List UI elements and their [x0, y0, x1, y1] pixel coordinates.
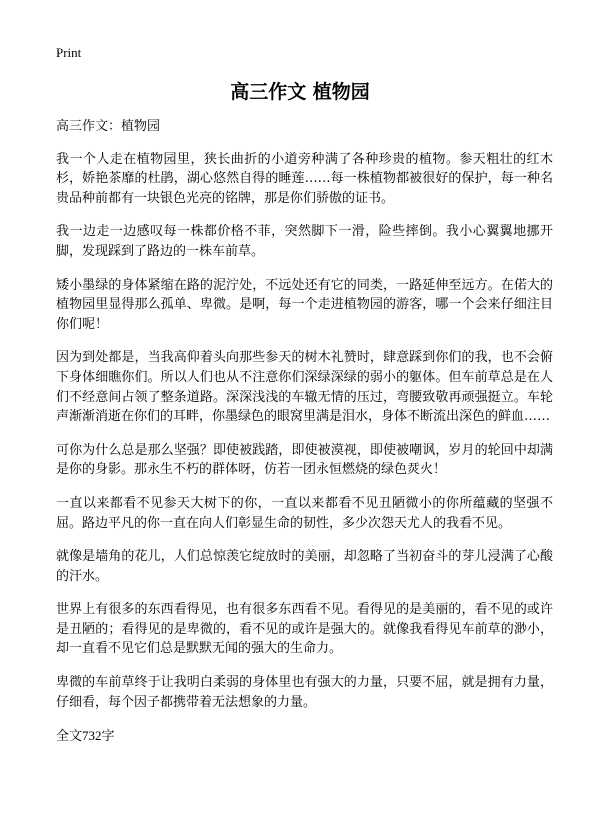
paragraph: 因为到处都是，当我高仰着头向那些参天的树木礼赞时，肆意踩到你们的我，也不会俯下身体细瞧你们。所以人们也从不注意你们深绿深绿的弱小的躯体。但车前草总是在人们不经意间占领了整条道路。深深浅浅的车辙无情的压过，弯腰致敬再顽强挺立。车轮声渐渐消逝在你们的耳畔，你墨绿色的眼窝里满是泪水，身体不断流出深色的鲜血…… [56, 350, 553, 425]
paragraph: 就像是墙角的花儿，人们总惊羡它绽放时的美丽，却忽略了当初奋斗的芽儿浸满了心酸的汗水。 [56, 549, 553, 584]
paragraph: 矮小墨绿的身体紧缩在路的泥泞处，不远处还有它的同类，一路延伸至远方。在偌大的植物园里显得那么孤单、卑微。是啊，每一个走进植物园的游客，哪一个会来仔细注目你们呢！ [56, 277, 553, 332]
paragraph: 一直以来都看不见参天大树下的你，一直以来都看不见丑陋微小的你所蕴藏的坚强不屈。路边平凡的你一直在向人们彰显生命的韧性，多少次怨天尤人的我看不见。 [56, 495, 553, 531]
paragraph: 我一边走一边感叹每一株都价格不菲，突然脚下一滑，险些摔倒。我小心翼翼地挪开脚，发现踩到了路边的一株车前草。 [56, 224, 553, 259]
page-title: 高三作文 植物园 [230, 81, 370, 103]
article-subtitle: 高三作文：植物园 [56, 119, 161, 134]
print-link[interactable]: Print [56, 45, 82, 60]
paragraph: 世界上有很多的东西看得见，也有很多东西看不见。看得见的是美丽的，看不见的或许是丑陋的；看得见的是卑微的，看不见的或许是强大的。就像我看得见车前草的渺小，却一直看不见它们总是默默无闻的强大的生命力。 [56, 602, 553, 657]
word-count: 全文732字 [56, 728, 115, 744]
paragraph: 我一个人走在植物园里，狭长曲折的小道旁种满了各种珍贵的植物。参天粗壮的红木杉，娇艳茶靡的杜鹃，湖心悠然自得的睡莲……每一株植物都被很好的保护，每一种名贵品种前都有一块银色光亮的铭牌，那是你们骄傲的证书。 [56, 151, 553, 206]
paragraph: 可你为什么总是那么坚强？即使被践踏，即使被漠视，即使被嘲讽，岁月的轮回中却满是你的身影。那永生不朽的群体呀，仿若一团永恒燃烧的绿色烎火！ [56, 442, 553, 478]
article-body [56, 117, 553, 760]
paragraph: 卑微的车前草终于让我明白柔弱的身体里也有强大的力量，只要不屈，就是拥有力量，仔细看，每个因子都携带着无法想象的力量。 [56, 675, 553, 710]
